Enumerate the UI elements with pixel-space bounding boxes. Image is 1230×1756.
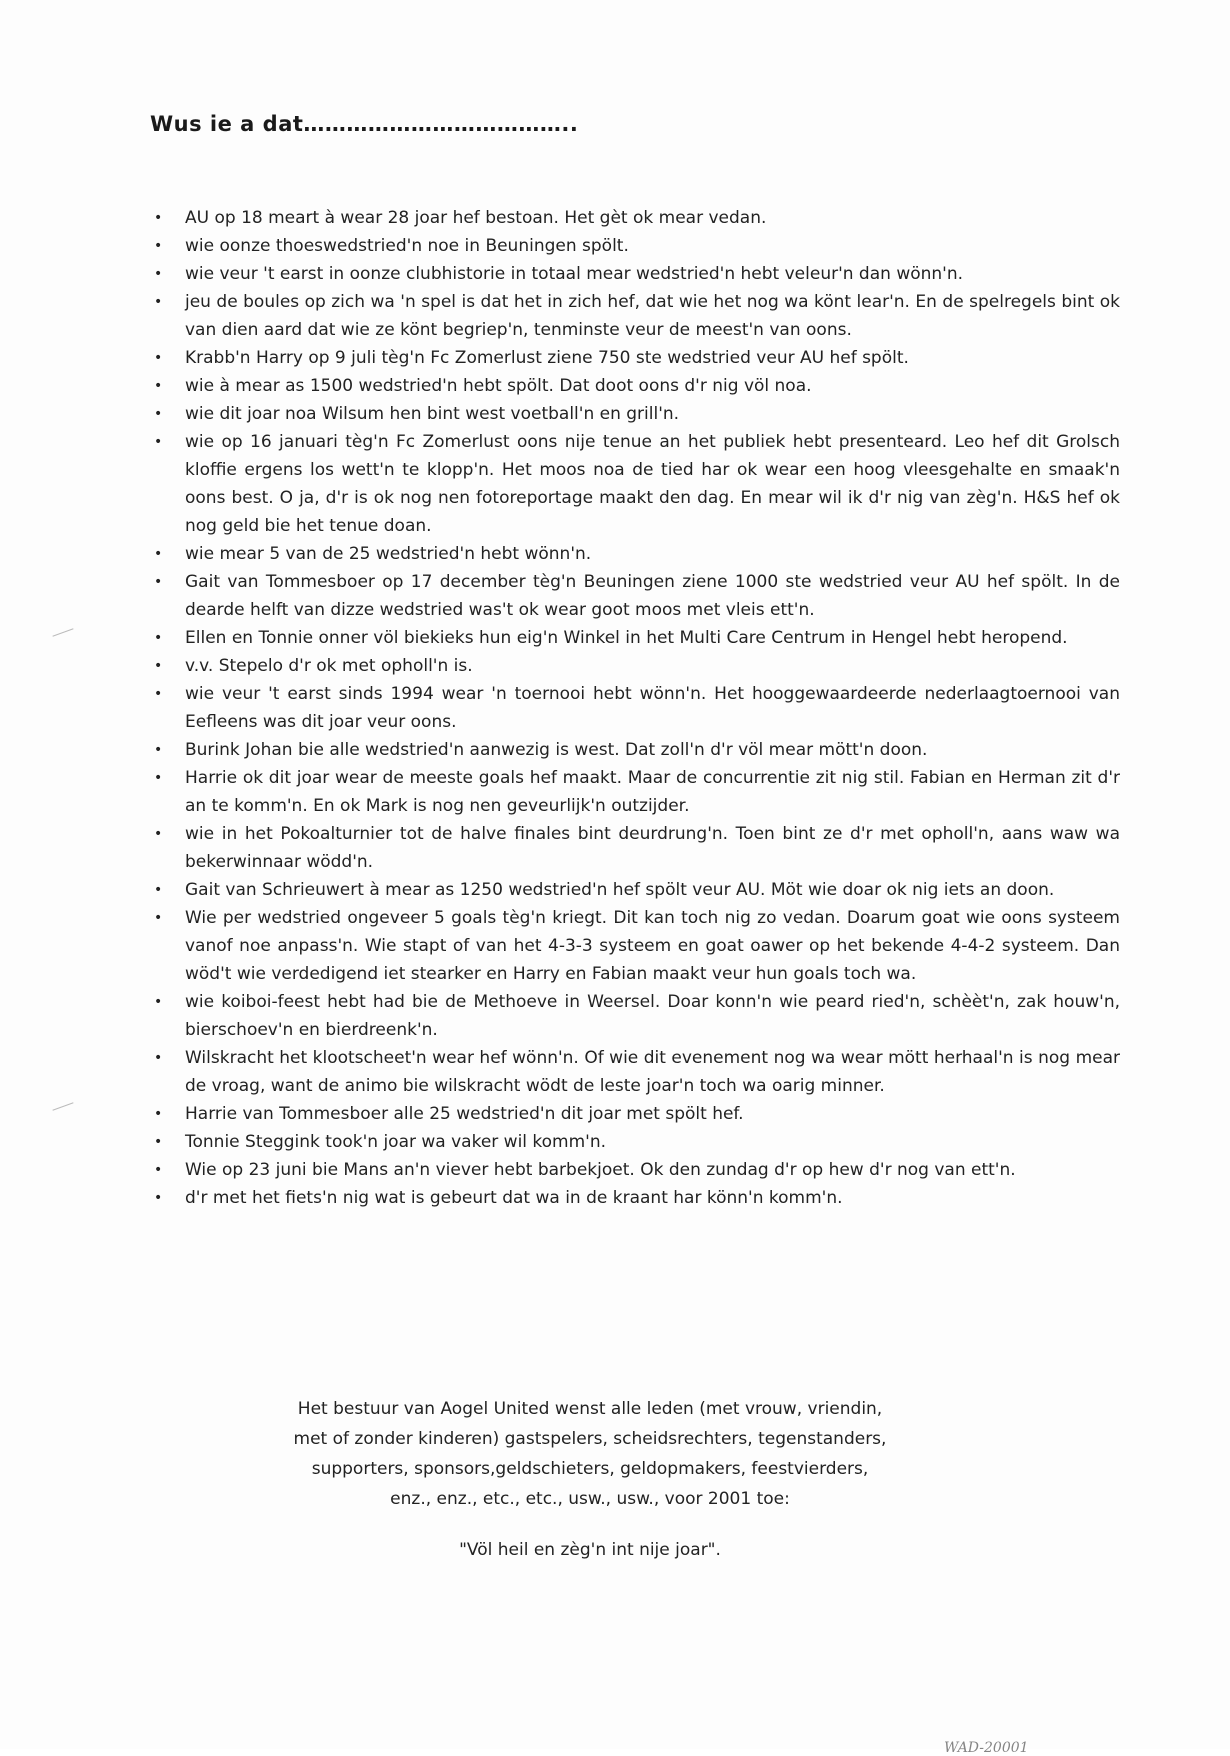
bullet-icon: • bbox=[154, 350, 163, 366]
closing-line: supporters, sponsors,geldschieters, geldopmakers, feestvierders, bbox=[311, 1459, 869, 1479]
list-item-text: Gait van Tommesboer op 17 december tèg'n Beuningen ziene 1000 ste wedstried veur AU hef spölt. In de dearde helft van dizze wedstried was't ok wear goot moos met vleis ett'n. bbox=[185, 572, 1120, 620]
list-item bbox=[150, 232, 1120, 260]
bullet-icon: • bbox=[154, 742, 163, 758]
closing-line: met of zonder kinderen) gastspelers, scheidsrechters, tegenstanders, bbox=[293, 1429, 887, 1449]
bullet-icon: • bbox=[154, 266, 163, 282]
list-item bbox=[150, 820, 1120, 876]
bullet-icon: • bbox=[154, 238, 163, 254]
bullet-icon: • bbox=[154, 294, 163, 310]
handwritten-note: WAD-20001 bbox=[944, 1740, 1029, 1756]
list-item bbox=[150, 736, 1120, 764]
list-item-text: wie mear 5 van de 25 wedstried'n hebt wönn'n. bbox=[185, 544, 592, 564]
list-item bbox=[150, 288, 1120, 344]
list-item bbox=[150, 652, 1120, 680]
bullet-icon: • bbox=[154, 630, 163, 646]
bullet-icon: • bbox=[154, 1162, 163, 1178]
list-item bbox=[150, 540, 1120, 568]
bullet-icon: • bbox=[154, 574, 163, 590]
list-item-text: Ellen en Tonnie onner völ biekieks hun eig'n Winkel in het Multi Care Centrum in Hengel hebt heropend. bbox=[185, 628, 1068, 648]
bullet-icon: • bbox=[154, 1050, 163, 1066]
list-item-text: wie à mear as 1500 wedstried'n hebt spölt. Dat doot oons d'r nig völ noa. bbox=[185, 376, 812, 396]
scan-mark bbox=[52, 628, 73, 636]
list-item-text: v.v. Stepelo d'r ok met opholl'n is. bbox=[185, 656, 473, 676]
list-item bbox=[150, 428, 1120, 540]
list-item bbox=[150, 1156, 1120, 1184]
list-item-text: wie veur 't earst in oonze clubhistorie in totaal mear wedstried'n hebt veleur'n dan wönn'n. bbox=[185, 264, 964, 284]
list-item bbox=[150, 1100, 1120, 1128]
list-item-text: Burink Johan bie alle wedstried'n aanwezig is west. Dat zoll'n d'r völ mear mött'n doon. bbox=[185, 740, 928, 760]
list-item bbox=[150, 988, 1120, 1044]
closing-paragraph bbox=[250, 1394, 930, 1514]
bullet-list bbox=[150, 204, 1120, 1212]
closing-line: enz., enz., etc., etc., usw., usw., voor 2001 toe: bbox=[390, 1489, 790, 1509]
bullet-icon: • bbox=[154, 658, 163, 674]
bullet-icon: • bbox=[154, 378, 163, 394]
list-item bbox=[150, 568, 1120, 624]
list-item bbox=[150, 1184, 1120, 1212]
list-item bbox=[150, 764, 1120, 820]
list-item bbox=[150, 1128, 1120, 1156]
list-item bbox=[150, 260, 1120, 288]
list-item-text: wie in het Pokoalturnier tot de halve finales bint deurdrung'n. Toen bint ze d'r met opholl'n, aans waw wa bekerwinnaar wödd'n. bbox=[185, 824, 1120, 872]
bullet-icon: • bbox=[154, 770, 163, 786]
page-title: Wus ie a dat……………………………….. bbox=[150, 112, 579, 136]
list-item bbox=[150, 876, 1120, 904]
list-item bbox=[150, 904, 1120, 988]
bullet-icon: • bbox=[154, 826, 163, 842]
list-item bbox=[150, 372, 1120, 400]
list-item-text: Wie per wedstried ongeveer 5 goals tèg'n kriegt. Dit kan toch nig zo vedan. Doarum goat wie oons systeem vanof noe anpass'n. Wie stapt of van het 4-3-3 systeem en goat oawer op het bekende 4-4-2 systeem. Dan wöd't wie verdedigend iet stearker en Harry en Fabian maakt veur hun goals toch wa. bbox=[185, 908, 1120, 984]
list-item-text: wie veur 't earst sinds 1994 wear 'n toernooi hebt wönn'n. Het hooggewaardeerde nederlaagtoernooi van Eefleens was dit joar veur oons. bbox=[185, 684, 1120, 732]
list-item-text: Gait van Schrieuwert à mear as 1250 wedstried'n hef spölt veur AU. Möt wie doar ok nig iets an doon. bbox=[185, 880, 1055, 900]
list-item-text: AU op 18 meart à wear 28 joar hef bestoan. Het gèt ok mear vedan. bbox=[185, 208, 767, 228]
list-item-text: d'r met het fiets'n nig wat is gebeurt dat wa in de kraant har könn'n komm'n. bbox=[185, 1188, 843, 1208]
list-item bbox=[150, 680, 1120, 736]
bullet-icon: • bbox=[154, 882, 163, 898]
bullet-icon: • bbox=[154, 910, 163, 926]
new-year-slogan: "Völ heil en zèg'n int nije joar". bbox=[459, 1540, 721, 1560]
list-item bbox=[150, 344, 1120, 372]
bullet-icon: • bbox=[154, 686, 163, 702]
list-item bbox=[150, 400, 1120, 428]
closing-line: Het bestuur van Aogel United wenst alle leden (met vrouw, vriendin, bbox=[297, 1399, 883, 1419]
scan-mark bbox=[52, 1102, 73, 1110]
list-item-text: wie op 16 januari tèg'n Fc Zomerlust oons nije tenue an het publiek hebt presenteard. Leo hef dit Grolsch kloffie ergens los wett'n te klopp'n. Het moos noa de tied har ok wear een hoog vleesgehalte en smaak'n oons best. O ja, d'r is ok nog nen fotoreportage maakt den dag. En mear wil ik d'r nig van zèg'n. H&S hef ok nog geld bie het tenue doan. bbox=[185, 432, 1120, 536]
list-item-text: wie oonze thoeswedstried'n noe in Beuningen spölt. bbox=[185, 236, 629, 256]
list-item-text: Harrie ok dit joar wear de meeste goals hef maakt. Maar de concurrentie zit nig stil. Fabian en Herman zit d'r an te komm'n. En ok Mark is nog nen geveurlijk'n outzijder. bbox=[185, 768, 1120, 816]
list-item bbox=[150, 204, 1120, 232]
list-item-text: wie dit joar noa Wilsum hen bint west voetball'n en grill'n. bbox=[185, 404, 680, 424]
list-item-text: Wilskracht het klootscheet'n wear hef wönn'n. Of wie dit evenement nog wa wear mött herhaal'n is nog mear de vroag, want de animo bie wilskracht wödt de leste joar'n toch wa oarig minner. bbox=[185, 1048, 1120, 1096]
bullet-icon: • bbox=[154, 1190, 163, 1206]
list-item-text: Tonnie Steggink took'n joar wa vaker wil komm'n. bbox=[185, 1132, 607, 1152]
bullet-icon: • bbox=[154, 1134, 163, 1150]
bullet-icon: • bbox=[154, 434, 163, 450]
list-item-text: Wie op 23 juni bie Mans an'n viever hebt barbekjoet. Ok den zundag d'r op hew d'r nog van ett'n. bbox=[185, 1160, 1016, 1180]
list-item-text: Harrie van Tommesboer alle 25 wedstried'n dit joar met spölt hef. bbox=[185, 1104, 744, 1124]
bullet-icon: • bbox=[154, 546, 163, 562]
list-item bbox=[150, 1044, 1120, 1100]
list-item-text: wie koiboi-feest hebt had bie de Methoeve in Weersel. Doar konn'n wie peard ried'n, schèèt'n, zak houw'n, bierschoev'n en bierdreenk'n. bbox=[185, 992, 1120, 1040]
bullet-icon: • bbox=[154, 1106, 163, 1122]
bullet-icon: • bbox=[154, 210, 163, 226]
bullet-icon: • bbox=[154, 994, 163, 1010]
list-item bbox=[150, 624, 1120, 652]
list-item-text: Krabb'n Harry op 9 juli tèg'n Fc Zomerlust ziene 750 ste wedstried veur AU hef spölt. bbox=[185, 348, 909, 368]
list-item-text: jeu de boules op zich wa 'n spel is dat het in zich hef, dat wie het nog wa könt lear'n. En de spelregels bint ok van dien aard dat wie ze könt begriep'n, tenminste veur de meest'n van oons. bbox=[185, 292, 1120, 340]
bullet-icon: • bbox=[154, 406, 163, 422]
